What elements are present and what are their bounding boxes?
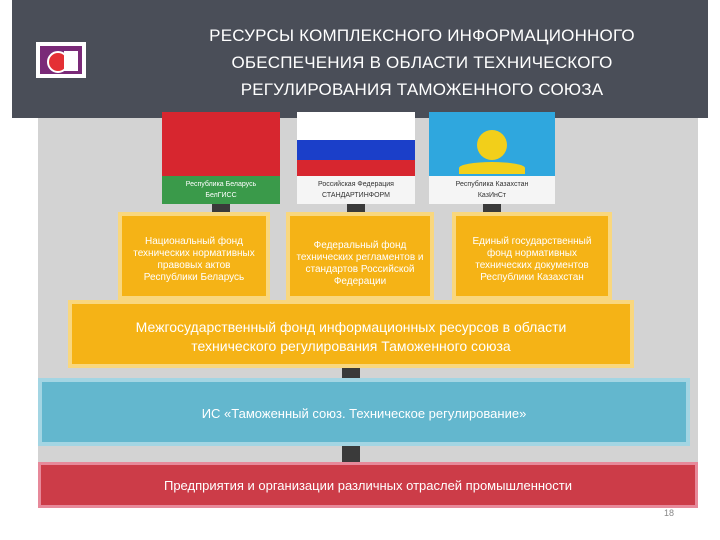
enterprises-box: Предприятия и организации различных отраслей промышленности	[38, 462, 698, 508]
page-number: 18	[664, 508, 675, 518]
country-label-belarus: Республика Беларусь БелГИСС	[162, 176, 280, 204]
russia-flag-icon	[297, 112, 415, 180]
fund-belarus: Национальный фонд технических нормативных правовых актов Республики Беларусь	[118, 212, 270, 300]
fund-kazakhstan: Единый государственный фонд нормативных технических документов Республики Казахстан	[452, 212, 612, 300]
interstate-fund-box: Межгосударственный фонд информационных ресурсов в области технического регулирования Таможенного союза	[68, 300, 634, 368]
connector	[342, 446, 360, 462]
country-label-russia: Российская Федерация СТАНДАРТИНФОРМ	[297, 176, 415, 204]
logo-icon	[36, 42, 86, 78]
page-title: РЕСУРСЫ КОМПЛЕКСНОГО ИНФОРМАЦИОННОГО ОБЕСПЕЧЕНИЯ В ОБЛАСТИ ТЕХНИЧЕСКОГО РЕГУЛИРОВАНИЯ ТАМОЖЕННОГО СОЮЗА	[209, 26, 635, 99]
fund-russia: Федеральный фонд технических регламентов и стандартов Российской Федерации	[286, 212, 434, 300]
country-label-kazakhstan: Республика Казахстан КазИнСт	[429, 176, 555, 204]
kazakhstan-flag-icon	[429, 112, 555, 180]
connector	[342, 368, 360, 378]
belarus-flag-icon	[162, 112, 280, 180]
header-bar	[12, 0, 708, 118]
is-system-box: ИС «Таможенный союз. Техническое регулирование»	[38, 378, 690, 446]
